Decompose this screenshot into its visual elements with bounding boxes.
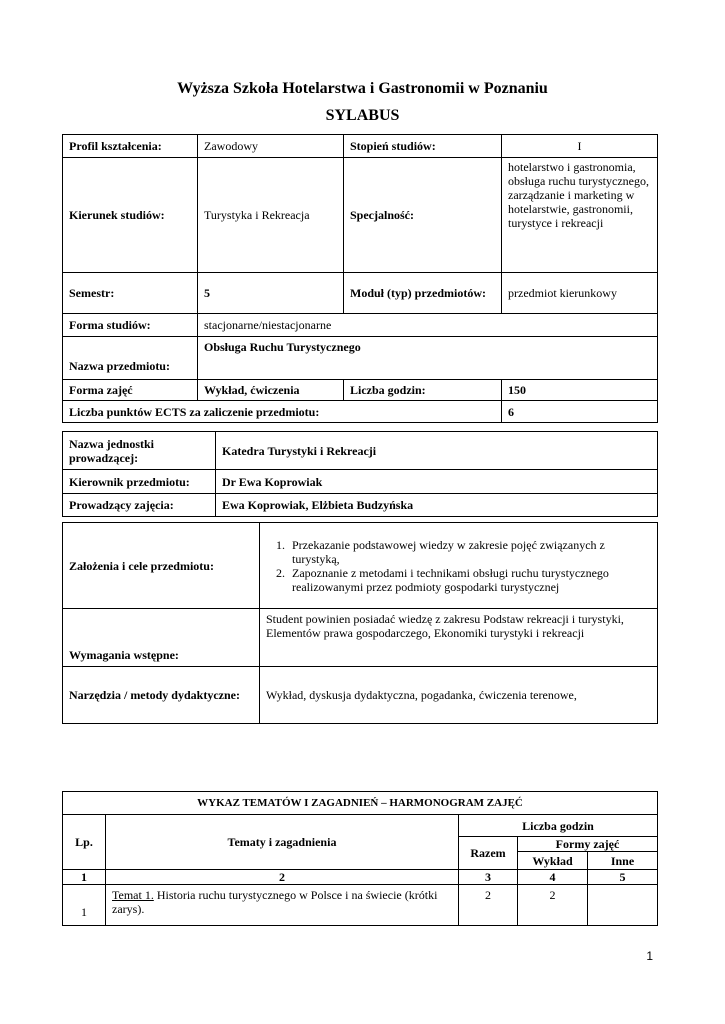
modul-value: przedmiot kierunkowy	[502, 273, 658, 314]
liczba-godzin-value: 150	[502, 380, 658, 401]
jednostka-value: Katedra Turystyki i Rekreacji	[216, 432, 658, 470]
lp-header: Lp.	[63, 815, 106, 870]
col-number: 2	[106, 870, 459, 885]
narzedzia-value: Wykład, dyskusja dydaktyczna, pogadanka, ćwiczenia terenowe,	[260, 667, 658, 724]
school-name: Wyższa Szkoła Hotelarstwa i Gastronomii w Poznaniu	[177, 80, 548, 97]
col-number: 4	[518, 870, 588, 885]
forma-studiow-value: stacjonarne/niestacjonarne	[198, 314, 658, 337]
liczba-godzin-header: Liczba godzin	[459, 815, 658, 837]
ects-value: 6	[502, 401, 658, 423]
jednostka-label: Nazwa jednostki prowadzącej:	[63, 432, 216, 470]
schedule-title: WYKAZ TEMATÓW I ZAGADNIEŃ – HARMONOGRAM ZAJĘĆ	[63, 792, 658, 815]
document-type: SYLABUS	[325, 107, 400, 124]
prowadzacy-value: Ewa Koprowiak, Elżbieta Budzyńska	[216, 494, 658, 517]
page-number: 1	[646, 949, 653, 963]
forma-zajec-value: Wykład, ćwiczenia	[198, 380, 344, 401]
wyklad-header: Wykład	[518, 852, 588, 870]
col-number: 3	[459, 870, 518, 885]
modul-label: Moduł (typ) przedmiotów:	[344, 273, 502, 314]
narzedzia-label: Narzędzia / metody dydaktyczne:	[63, 667, 260, 724]
tematy-header: Tematy i zagadnienia	[106, 815, 459, 870]
specjalnosc-label: Specjalność:	[344, 158, 502, 273]
prowadzacy-label: Prowadzący zajęcia:	[63, 494, 216, 517]
col-number: 1	[63, 870, 106, 885]
unit-table	[62, 431, 658, 517]
schedule-table	[62, 791, 658, 926]
kierunek-value: Turystyka i Rekreacja	[198, 158, 344, 273]
row-razem: 2	[459, 885, 518, 926]
semestr-label: Semestr:	[63, 273, 198, 314]
course-info-table	[62, 134, 658, 423]
ects-label: Liczba punktów ECTS za zaliczenie przedmiotu:	[63, 401, 502, 423]
table-row	[63, 885, 658, 926]
row-temat-text: Historia ruchu turystycznego w Polsce i na świecie (krótki zarys).	[112, 888, 438, 916]
nazwa-przedmiotu-value: Obsługa Ruchu Turystycznego	[198, 337, 658, 380]
kierunek-label: Kierunek studiów:	[63, 158, 198, 273]
goals-table	[62, 522, 658, 724]
cele-list	[260, 523, 658, 609]
specjalnosc-value: hotelarstwo i gastronomia, obsługa ruchu turystycznego, zarządzanie i marketing w hotelarstwie, gastronomii, turystyce i rekreacji	[502, 158, 658, 273]
row-temat-label: Temat 1.	[112, 888, 154, 902]
nazwa-przedmiotu-label: Nazwa przedmiotu:	[63, 337, 198, 380]
stopien-label: Stopień studiów:	[344, 135, 502, 158]
inne-header: Inne	[588, 852, 658, 870]
profil-label: Profil kształcenia:	[63, 135, 198, 158]
row-inne	[588, 885, 658, 926]
row-wyklad: 2	[518, 885, 588, 926]
row-lp: 1	[63, 885, 106, 926]
cel-item: 2. Zapoznanie z metodami i technikami obsługi ruchu turystycznego realizowanymi przez podmioty gospodarki turystycznej	[288, 566, 651, 594]
semestr-value: 5	[198, 273, 344, 314]
profil-value: Zawodowy	[198, 135, 344, 158]
forma-zajec-label: Forma zajęć	[63, 380, 198, 401]
stopien-value: I	[502, 135, 658, 158]
zalozenia-label: Założenia i cele przedmiotu:	[63, 523, 260, 609]
wymagania-value: Student powinien posiadać wiedzę z zakresu Podstaw rekreacji i turystyki, Elementów prawa gospodarczego, Ekonomiki turystyki i rekreacji	[260, 609, 658, 667]
liczba-godzin-label: Liczba godzin:	[344, 380, 502, 401]
razem-header: Razem	[459, 837, 518, 870]
wymagania-label: Wymagania wstępne:	[63, 609, 260, 667]
formy-header: Formy zajęć	[518, 837, 658, 852]
col-number: 5	[588, 870, 658, 885]
row-temat	[106, 885, 459, 926]
cel-item: 1. Przekazanie podstawowej wiedzy w zakresie pojęć związanych z turystyką,	[288, 538, 651, 566]
kierownik-label: Kierownik przedmiotu:	[63, 470, 216, 494]
kierownik-value: Dr Ewa Koprowiak	[216, 470, 658, 494]
forma-studiow-label: Forma studiów:	[63, 314, 198, 337]
